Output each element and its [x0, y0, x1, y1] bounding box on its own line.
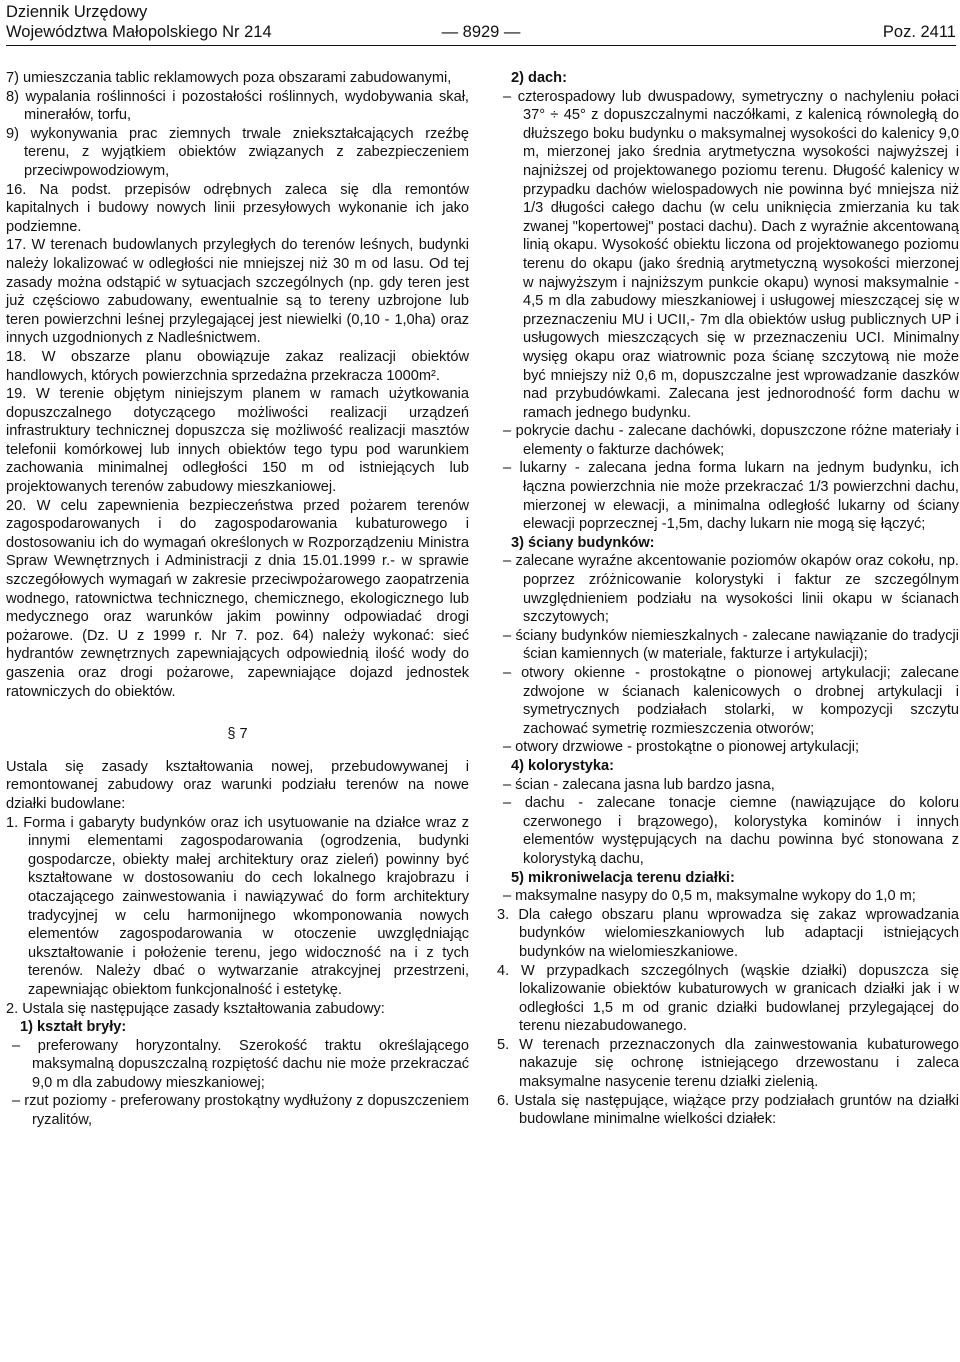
right-column: [497, 69, 959, 1129]
paragraph-19: 19. W terenie objętym niniejszym planem w ramach użytkowania dopuszczalnego dotyczącego możliwości realizacji urządzeń infrastruktury technicznej dopuszcza się możliwość realizacji masztów telefonii komórkowej lub innych obiektów tego typu pod warunkiem zachowania minimalnej odległości 150 m od istniejących lub projektowanych terenów zabudowy mieszkaniowej.: [6, 386, 469, 496]
section-intro: Ustala się zasady kształtowania nowej, przebudowywanej i remontowanej zabudowy oraz warunki podziału terenów na nowe działki budowlane:: [6, 758, 469, 812]
page-header: [6, 2, 956, 46]
section-heading: § 7: [227, 726, 248, 743]
position-number: Poz. 2411: [882, 23, 956, 41]
dash-item: – czterospadowy lub dwuspadowy, symetryczny o nachyleniu połaci 37° ÷ 45° z dopuszczalnymi naczółkami, z kalenicą równoległą do dłuższego boku budynku o maksymalnej wysokości do kalenicy 9,0 m, mierzonej jako średnia arytmetyczna wysokości najwyższej i najniższej od projektowanego poziomu terenu. Długość kalenicy w przypadku dachów wielospadowych nie powinna być mniejsza niż 1/3 długości całego dachu (w celu uniknięcia zmierzania ku tak zwanej "kopertowej" postaci dachu). Dach z wyraźnie akcentowaną linią okapu. Wysokość obiektu liczona od projektowanego poziomu terenu do okapu (jako średnią arytmetyczną wysokości mierzonej w najwyższym i najniższym punkcie okapu) wynosi maksymalnie - 4,5 m dla zabudowy mieszkaniowej i usługowej mieszczącej się w przeznaczeniu MU i UCII,- 7m dla obiektów usług publicznych UP i usługowych mieszczących się w przeznaczeniu UCI. Minimalny wysięg okapu oraz wiatrownic poza ścianę szczytową nie może być mniejszy niż 0,6 m, dopuszczalne jest wprowadzanie daszków nad przybudówkami. Zalecana jest jednorodność form dachu w ramach jednego budynku.: [503, 88, 959, 421]
paragraph-17: 17. W terenach budowlanych przyległych do terenów leśnych, budynki należy lokalizować w odległości nie mniejszej niż 30 m od lasu. Od tej zasady można odstąpić w sytuacjach szczególnych (np. gdy teren jest już częściowo zabudowany, ewentualnie są to tereny uzbrojone lub teren powierzchni leśnej przylegającej jest niewielki (0,10 - 1,0ha) oraz innych uzgodnionych z Nadleśnictwem.: [6, 237, 469, 347]
subpoint-heading: 3) ściany budynków:: [511, 534, 655, 551]
dash-item: – otwory okienne - prostokątne o pionowej artykulacji; zalecane zdwojone w ścianach kalenicowych o drobnej artykulacji i symetrycznych podziałach stolarki, w kompozycji szczytu zachować symetrię rozmieszczenia otworów;: [503, 665, 959, 737]
list-item: 7) umieszczania tablic reklamowych poza obszarami zabudowanymi,: [6, 70, 452, 86]
subpoint-heading: 1) kształt bryły:: [20, 1019, 127, 1036]
subpoint-heading: 2) dach:: [511, 70, 567, 86]
point-2: 2. Ustala się następujące zasady kształtowania zabudowy:: [6, 1000, 385, 1017]
subpoint-heading: 5) mikroniwelacja terenu działki:: [511, 869, 735, 886]
journal-region: Województwa Małopolskiego Nr 214: [6, 23, 272, 41]
point-5: 5. W terenach przeznaczonych dla zainwestowania kubaturowego nakazuje się ochronę istniejącego drzewostanu i zaleca maksymalne nasycenie terenu działki zielenią.: [497, 1036, 959, 1091]
paragraph-20: 20. W celu zapewnienia bezpieczeństwa przed pożarem terenów zagospodarowanych i do zagospodarowania kubaturowego i dostosowaniu ich do wymagań określonych w Rozporządzeniu Ministra Spraw Wewnętrznych i Administracji z dnia 15.01.1999 r.- w sprawie szczegółowych wymagań w zakresie przeciwpożarowego zaopatrzenia wodnego, ratownictwa technicznego, chemicznego, ekologicznego lub medycznego oraz warunków jakim powinny odpowiadać drogi pożarowe. (Dz. U z 1999 r. Nr 7. poz. 64) należy wykonać: sieć hydrantów zewnętrznych zapewniających odpowiednią ilość wody do gaszenia oraz drogi pożarowe, zapewniające dojazd jednostek ratowniczych do obiektów.: [6, 497, 469, 700]
paragraph-18: 18. W obszarze planu obowiązuje zakaz realizacji obiektów handlowych, których powierzchnia sprzedażna przekracza 1000m².: [6, 348, 469, 384]
dash-item: – rzut poziomy - preferowany prostokątny wydłużony z dopuszczeniem ryzalitów,: [12, 1093, 469, 1129]
dash-item: – otwory drzwiowe - prostokątne o pionowej artykulacji;: [503, 739, 860, 756]
header-rule: [6, 45, 956, 46]
dash-item: – ścian - zalecana jasna lub bardzo jasna,: [503, 776, 775, 793]
point-3: 3. Dla całego obszaru planu wprowadza się zakaz wprowadzania budynków wielomieszkaniowych lub adaptacji istniejących budynków na wielomieszkaniowe.: [497, 906, 959, 960]
journal-title: Dziennik Urzędowy: [6, 3, 148, 21]
list-item: 8) wypalania roślinności i pozostałości roślinnych, wydobywania skał, minerałów, torfu,: [6, 88, 469, 124]
point-1: 1. Forma i gabaryty budynków oraz ich usytuowanie na działce wraz z innymi elementami zagospodarowania (ogrodzenia, budynki gospodarcze, obiekty małej architektury oraz zieleń) powinny być kształtowane w dostosowaniu do cech lokalnego krajobrazu i otaczającego zainwestowania i nawiązywać do form architektury tradycyjnej w celu harmonijnego wkomponowania nowych elementów zagospodarowania w otoczenie uwzględniając ukształtowanie i położenie terenu, jego widoczność na i z tych terenów. Należy dbać o wytwarzanie atrakcyjnej przestrzeni, zapewniając obiektom funkcjonalność i estetykę.: [6, 814, 469, 998]
dash-item: – zalecane wyraźne akcentowanie poziomów okapów oraz cokołu, np. poprzez zróżnicowanie kolorystyki i faktur ze szczególnym uwzględnieniem podziału na wysokości linii okapu w ścianach szczytowych;: [503, 553, 959, 626]
dash-item: – preferowany horyzontalny. Szerokość traktu określającego maksymalną dopuszczalną rozpiętość dachu nie może przekraczać 9,0 m dla zabudowy mieszkaniowej;: [12, 1037, 469, 1091]
point-4: 4. W przypadkach szczególnych (wąskie działki) dopuszcza się lokalizowanie obiektów kubaturowych w granicach działki jak i w odległości 1,5 m od granic działki budowlanej przylegającej do terenu niezabudowanego.: [497, 962, 959, 1035]
left-column: [6, 69, 469, 1130]
page-number: — 8929 —: [441, 23, 521, 41]
dash-item: – maksymalne nasypy do 0,5 m, maksymalne wykopy do 1,0 m;: [503, 888, 916, 905]
dash-item: – lukarny - zalecana jedna forma lukarn na jednym budynku, ich łączna powierzchnia nie może przekraczać 1/3 powierzchni dachu, mierzonej w elewacji, a minimalna odległość lukarny od ściany elewacji poprzecznej -1,5m, dachy lukarn nie mogą się łączyć;: [503, 460, 959, 533]
dash-item: – dachu - zalecane tonacje ciemne (nawiązujące do koloru czerwonego i brązowego), kolorystyka kominów i innych elementów występujących na dachu powinna być stonowana z kolorystyką dachu,: [503, 795, 959, 867]
list-item: 9) wykonywania prac ziemnych trwale zniekształcających rzeźbę terenu, z wyjątkiem obiektów związanych z zabezpieczeniem przeciwpowodziowym,: [6, 125, 469, 179]
dash-item: – ściany budynków niemieszkalnych - zalecane nawiązanie do tradycji ścian kamiennych (w materiale, fakturze i artykulacji);: [503, 627, 959, 663]
point-6: 6. Ustala się następujące, wiążące przy podziałach gruntów na działki budowlane minimalne wielkości działek:: [497, 1092, 959, 1128]
dash-item: – pokrycie dachu - zalecane dachówki, dopuszczone różne materiały i elementy o fakturze dachówek;: [503, 423, 959, 458]
paragraph-16: 16. Na podst. przepisów odrębnych zaleca się dla remontów kapitalnych i budowy nowych linii przesyłowych wykonanie ich jako podziemne.: [6, 181, 469, 235]
subpoint-heading: 4) kolorystyka:: [511, 757, 615, 774]
